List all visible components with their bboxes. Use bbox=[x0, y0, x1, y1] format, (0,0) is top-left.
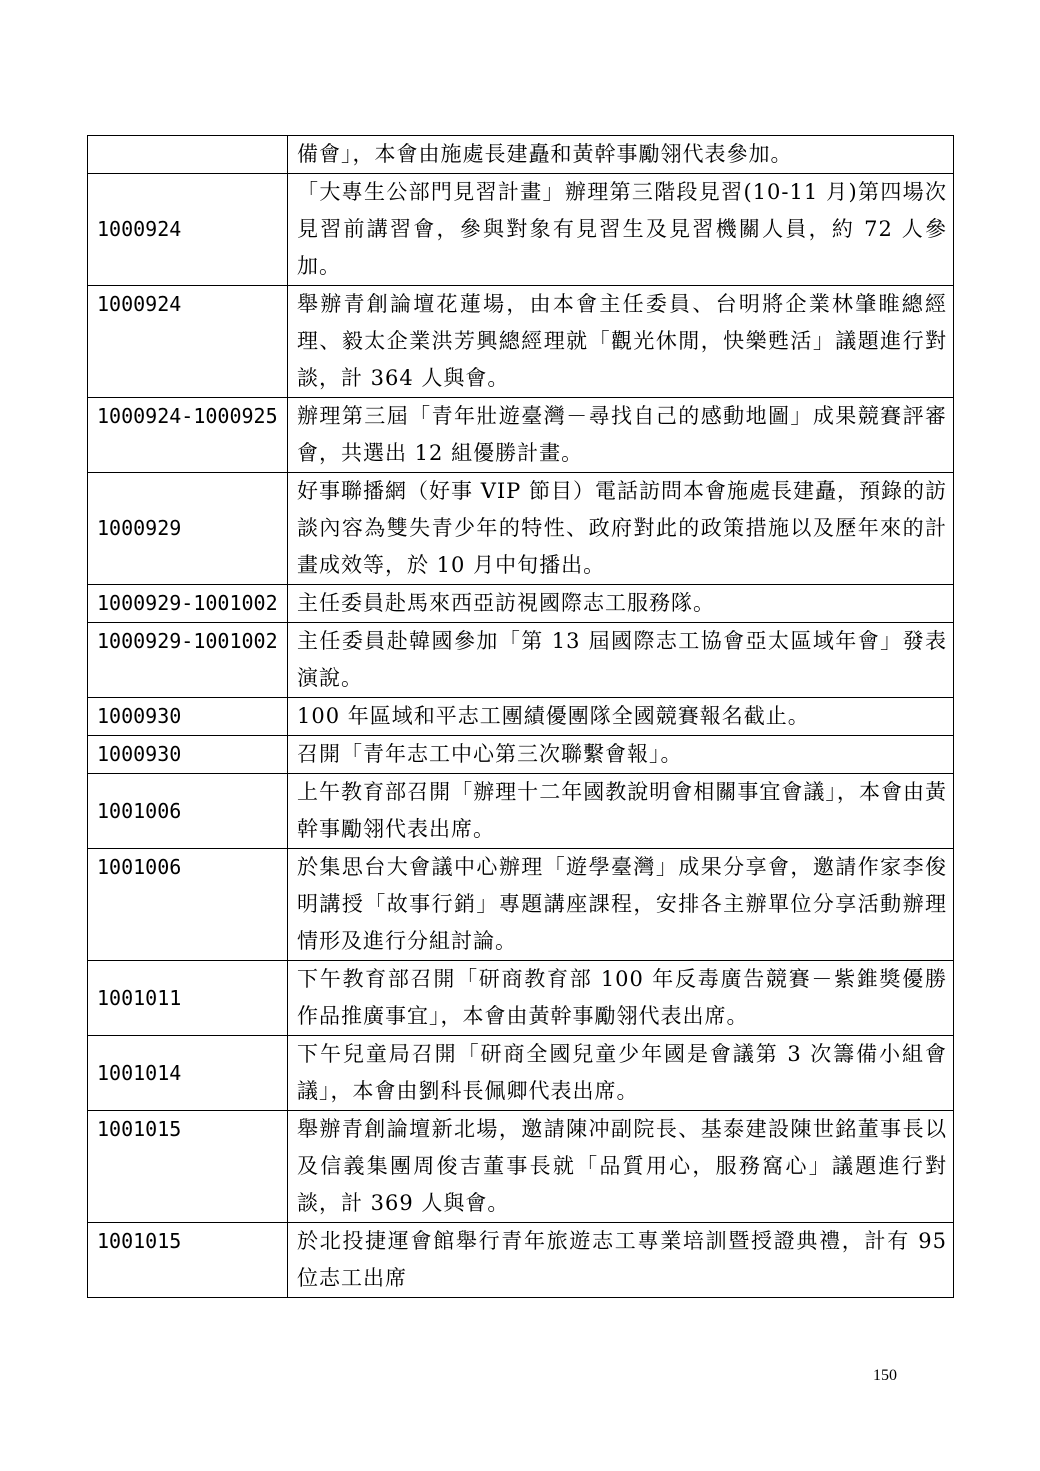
date-cell: 1001006 bbox=[88, 774, 288, 849]
table-row bbox=[88, 774, 954, 849]
description-cell: 上午教育部召開「辦理十二年國教說明會相關事宜會議」，本會由黃幹事勵翎代表出席。 bbox=[288, 774, 954, 849]
date-cell bbox=[88, 136, 288, 174]
description-cell: 100 年區域和平志工團績優團隊全國競賽報名截止。 bbox=[288, 698, 954, 736]
description-cell: 召開「青年志工中心第三次聯繫會報」。 bbox=[288, 736, 954, 774]
date-cell: 1001006 bbox=[88, 849, 288, 961]
table-row bbox=[88, 398, 954, 473]
table-row bbox=[88, 1111, 954, 1223]
table-row bbox=[88, 136, 954, 174]
description-cell: 好事聯播網（好事 VIP 節目）電話訪問本會施處長建矗，預錄的訪談內容為雙失青少年的特性、政府對此的政策措施以及歷年來的計畫成效等，於 10 月中旬播出。 bbox=[288, 473, 954, 585]
date-cell: 1000930 bbox=[88, 736, 288, 774]
date-cell: 1000924 bbox=[88, 174, 288, 286]
table-row bbox=[88, 286, 954, 398]
page-number: 150 bbox=[873, 1367, 897, 1384]
table-row bbox=[88, 961, 954, 1036]
description-cell: 於集思台大會議中心辦理「遊學臺灣」成果分享會，邀請作家李俊明講授「故事行銷」專題講座課程，安排各主辦單位分享活動辦理情形及進行分組討論。 bbox=[288, 849, 954, 961]
date-cell: 1001011 bbox=[88, 961, 288, 1036]
date-cell: 1001015 bbox=[88, 1111, 288, 1223]
description-cell: 下午教育部召開「研商教育部 100 年反毒廣告競賽－紫錐獎優勝作品推廣事宜」，本會由黃幹事勵翎代表出席。 bbox=[288, 961, 954, 1036]
table-row bbox=[88, 585, 954, 623]
description-cell: 舉辦青創論壇新北場，邀請陳冲副院長、基泰建設陳世銘董事長以及信義集團周俊吉董事長就「品質用心，服務窩心」議題進行對談，計 369 人與會。 bbox=[288, 1111, 954, 1223]
table-row bbox=[88, 174, 954, 286]
description-cell: 備會」，本會由施處長建矗和黃幹事勵翎代表參加。 bbox=[288, 136, 954, 174]
date-cell: 1000929-1001002 bbox=[88, 623, 288, 698]
description-cell: 於北投捷運會館舉行青年旅遊志工專業培訓暨授證典禮，計有 95 位志工出席 bbox=[288, 1223, 954, 1298]
description-cell: 「大專生公部門見習計畫」辦理第三階段見習(10-11 月)第四場次見習前講習會，參與對象有見習生及見習機關人員，約 72 人參加。 bbox=[288, 174, 954, 286]
description-cell: 主任委員赴韓國參加「第 13 屆國際志工協會亞太區域年會」發表演說。 bbox=[288, 623, 954, 698]
date-cell: 1001015 bbox=[88, 1223, 288, 1298]
table-row bbox=[88, 849, 954, 961]
table-row bbox=[88, 736, 954, 774]
description-cell: 下午兒童局召開「研商全國兒童少年國是會議第 3 次籌備小組會議」，本會由劉科長佩卿代表出席。 bbox=[288, 1036, 954, 1111]
description-cell: 舉辦青創論壇花蓮場，由本會主任委員、台明將企業林肇睢總經理、毅太企業洪芳興總經理就「觀光休閒，快樂甦活」議題進行對談，計 364 人與會。 bbox=[288, 286, 954, 398]
date-cell: 1000924 bbox=[88, 286, 288, 398]
table-row bbox=[88, 1036, 954, 1111]
date-cell: 1000924-1000925 bbox=[88, 398, 288, 473]
table-row bbox=[88, 473, 954, 585]
table-row bbox=[88, 698, 954, 736]
activity-log-table bbox=[87, 135, 954, 1298]
table-row bbox=[88, 1223, 954, 1298]
table-row bbox=[88, 623, 954, 698]
date-cell: 1000929 bbox=[88, 473, 288, 585]
description-cell: 辦理第三屆「青年壯遊臺灣－尋找自己的感動地圖」成果競賽評審會，共選出 12 組優勝計畫。 bbox=[288, 398, 954, 473]
date-cell: 1000929-1001002 bbox=[88, 585, 288, 623]
date-cell: 1001014 bbox=[88, 1036, 288, 1111]
date-cell: 1000930 bbox=[88, 698, 288, 736]
description-cell: 主任委員赴馬來西亞訪視國際志工服務隊。 bbox=[288, 585, 954, 623]
